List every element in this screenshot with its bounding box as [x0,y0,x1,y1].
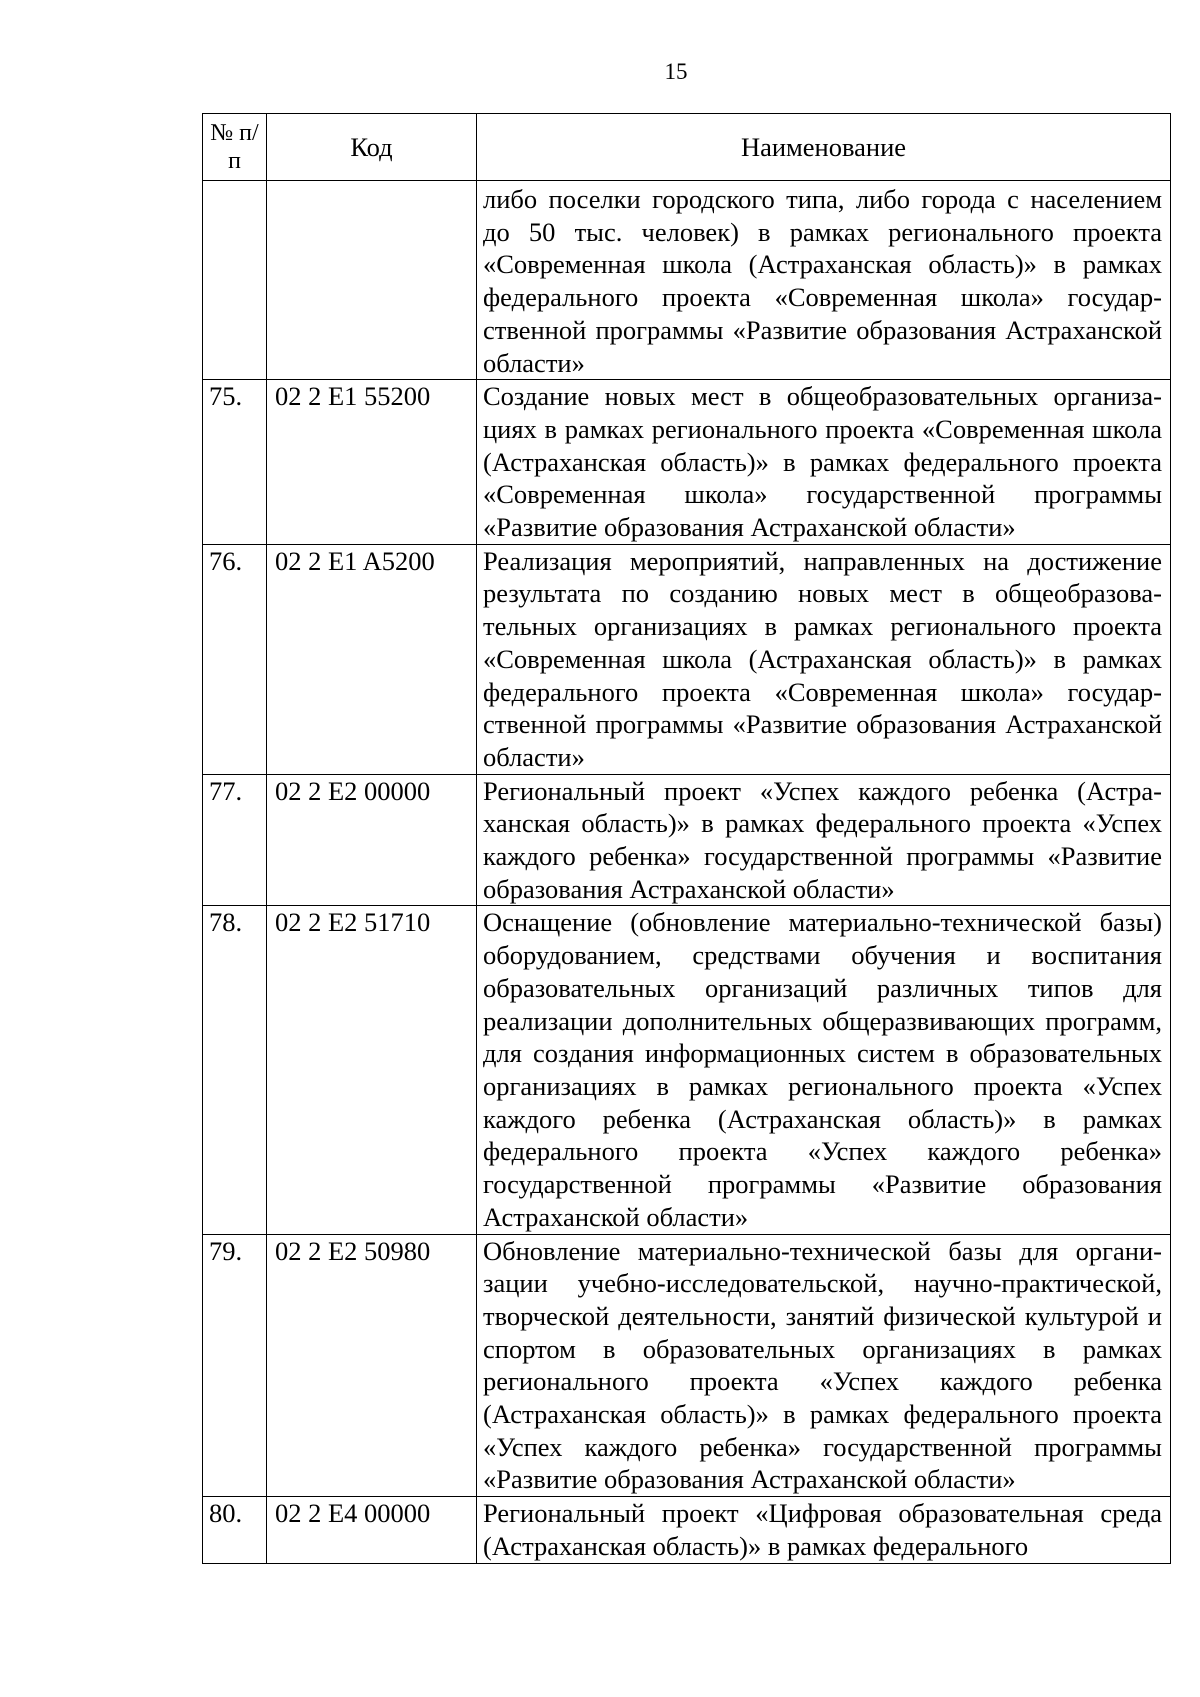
cell-num: 79. [203,1234,267,1497]
table-row [203,774,1171,906]
cell-name: Обновление материально-технической базы для организации учебно-исследовательской, научно-практической, творческой деятельности, занятий физической культурой и спортом в образовательных организациях в рамках регионального проекта «Успех каждого ребенка (Астраханская область)» в рамках федерального проекта «Успех каждого ребенка» государственной программы «Развитие образования Астраханской области» [477,1234,1171,1497]
cell-name: Создание новых мест в общеобразовательных организациях в рамках регионального проекта «Современная школа (Астраханская область)» в рамках федерального проекта «Современная школа» государственной программы «Развитие образования Астраханской области» [477,380,1171,545]
table-row [203,1497,1171,1563]
cell-name: Региональный проект «Успех каждого ребенка (Астраханская область)» в рамках федерального проекта «Успех каждого ребенка» государственной программы «Развитие образования Астраханской области» [477,774,1171,906]
table-header-row [203,114,1171,181]
cell-num [203,181,267,380]
header-code: Код [267,114,477,181]
table-row [203,1234,1171,1497]
cell-code: 02 2 E4 00000 [267,1497,477,1563]
cell-num: 80. [203,1497,267,1563]
cell-num: 77. [203,774,267,906]
table-row-continuation [203,181,1171,380]
cell-num: 78. [203,906,267,1234]
cell-name: Оснащение (обновление материально-технической базы) оборудованием, средствами обучения и воспитания образовательных организаций различных типов для реализации дополнительных общеразвивающих программ, для создания информационных систем в образовательных организациях в рамках регионального проекта «Успех каждого ребенка (Астраханская область)» в рамках федерального проекта «Успех каждого ребенка» государственной программы «Развитие образования Астраханской области» [477,906,1171,1234]
cell-num: 76. [203,544,267,774]
header-num: № п/п [203,114,267,181]
header-name: Наименование [477,114,1171,181]
cell-code: 02 2 E2 00000 [267,774,477,906]
cell-name: Региональный проект «Цифровая образовательная среда (Астраханская область)» в рамках федерального [477,1497,1171,1563]
cell-code: 02 2 E2 50980 [267,1234,477,1497]
cell-name: либо поселки городского типа, либо города с населением до 50 тыс. человек) в рамках регионального проекта «Современная школа (Астраханская область)» в рамках федерального проекта «Современная школа» государственной программы «Развитие образования Астраханской области» [477,181,1171,380]
cell-code [267,181,477,380]
cell-code: 02 2 E2 51710 [267,906,477,1234]
page-number: 15 [664,59,688,84]
budget-code-table [202,113,1171,1564]
table-row [203,544,1171,774]
cell-code: 02 2 E1 A5200 [267,544,477,774]
cell-code: 02 2 E1 55200 [267,380,477,545]
table-row [203,380,1171,545]
cell-name: Реализация мероприятий, направленных на достижение результата по созданию новых мест в общеобразовательных организациях в рамках регионального проекта «Современная школа (Астраханская область)» в рамках федерального проекта «Современная школа» государственной программы «Развитие образования Астраханской области» [477,544,1171,774]
cell-num: 75. [203,380,267,545]
table-row [203,906,1171,1234]
